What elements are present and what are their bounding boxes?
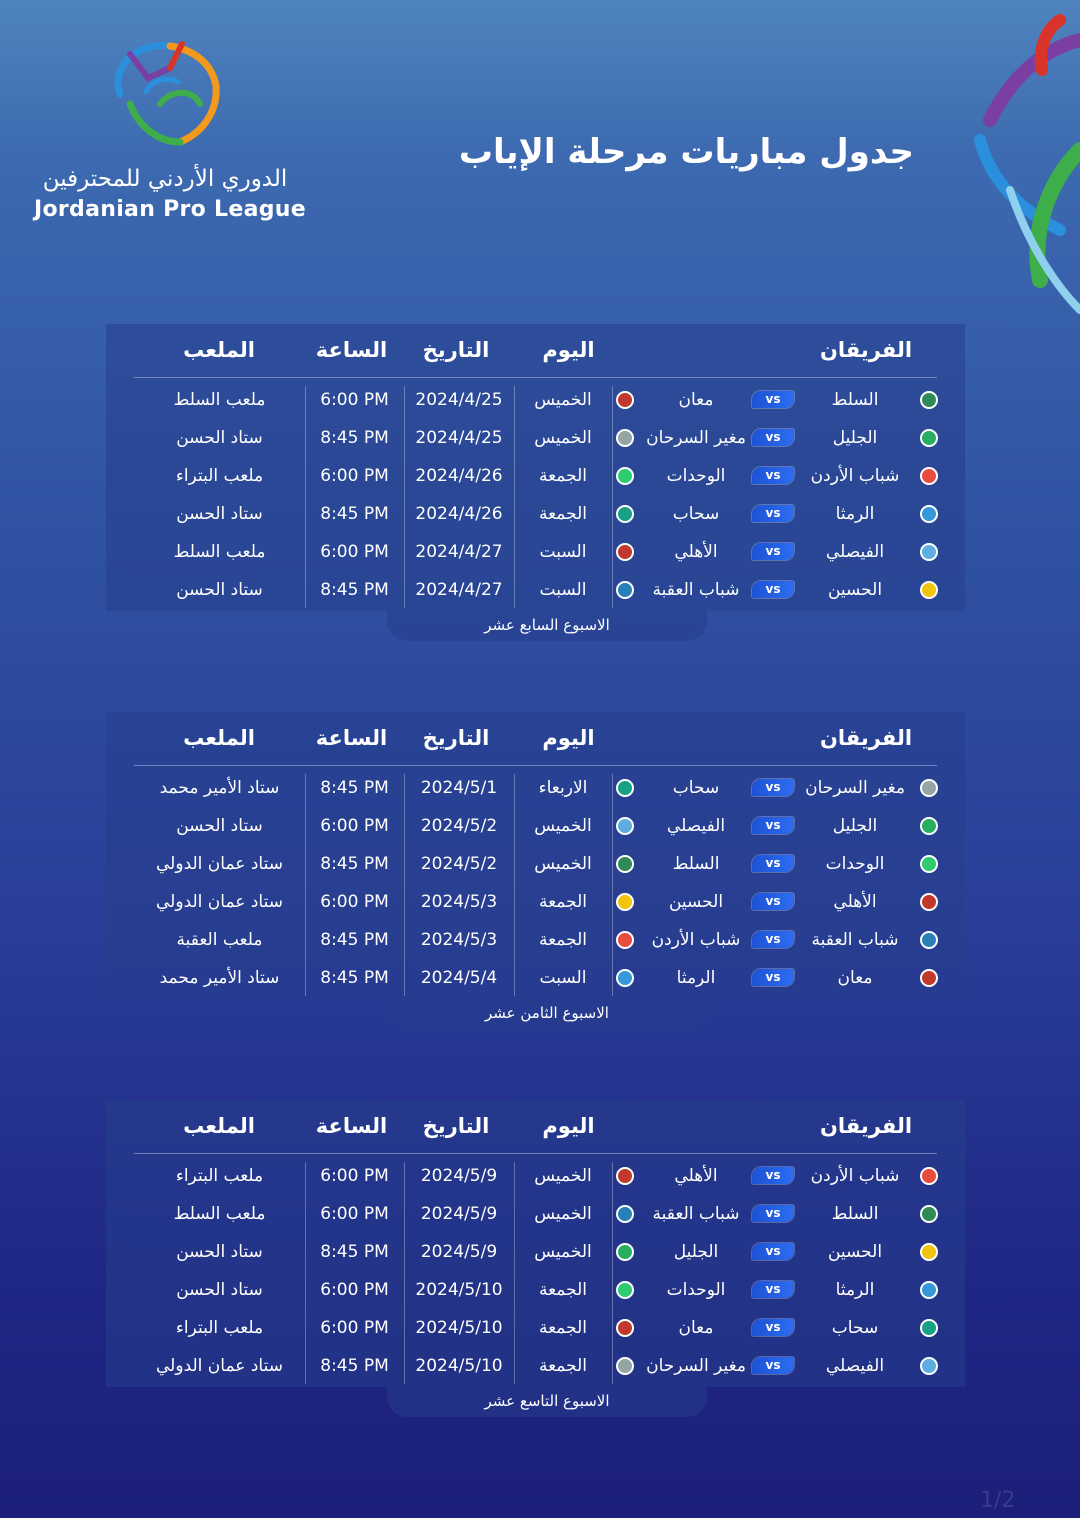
home-team: شباب العقبة [811,930,899,950]
away-team-crest-icon [616,467,634,485]
away-team: شباب العقبة [652,580,740,600]
schedule-panel [106,324,965,611]
vs-badge: vs [752,1243,794,1260]
match-day: السبت [539,580,587,600]
vs-badge: vs [752,1281,794,1298]
header-time: الساعة [315,338,388,362]
home-team-crest-icon [920,817,938,835]
home-team-crest-icon [920,581,938,599]
brand-name-en: Jordanian Pro League [34,197,306,222]
week-label: الاسبوع السابع عشر [387,611,707,641]
match-day: الخميس [534,1242,592,1262]
match-stadium: ستاد الأمير محمد [159,778,280,798]
match-day: الخميس [534,854,592,874]
match-stadium: ملعب العقبة [176,930,263,950]
home-team-crest-icon [920,1357,938,1375]
match-row [106,533,965,571]
match-time: 8:45 PM [320,580,389,600]
header-stadium: الملعب [183,726,255,750]
week-18-table [106,712,965,1022]
match-stadium: ملعب السلط [173,542,266,562]
vs-badge: vs [752,931,794,948]
away-team: سحاب [672,504,720,524]
home-team-crest-icon [920,1319,938,1337]
match-row [106,807,965,845]
match-stadium: ستاد الأمير محمد [159,968,280,988]
match-date: 2024/5/9 [420,1166,498,1186]
home-team-crest-icon [920,779,938,797]
away-team-crest-icon [616,505,634,523]
match-day: الجمعة [538,1280,588,1300]
away-team-crest-icon [616,391,634,409]
match-row [106,845,965,883]
away-team: الأهلي [674,542,718,562]
match-date: 2024/5/1 [420,778,498,798]
brand-name-ar: الدوري الأردني للمحترفين [42,166,288,192]
away-team-crest-icon [616,931,634,949]
page-number: 1/2 [980,1488,1016,1513]
match-time: 6:00 PM [320,542,389,562]
match-time: 6:00 PM [320,466,389,486]
home-team-crest-icon [920,855,938,873]
away-team-crest-icon [616,1319,634,1337]
home-team: شباب الأردن [810,466,900,486]
match-row [106,1271,965,1309]
match-row [106,571,965,609]
header-time: الساعة [315,1114,388,1138]
match-time: 8:45 PM [320,854,389,874]
vs-badge: vs [752,969,794,986]
match-day: الجمعة [538,1318,588,1338]
match-date: 2024/5/3 [420,892,498,912]
schedule-panel [106,1100,965,1387]
match-row [106,921,965,959]
away-team-crest-icon [616,581,634,599]
match-day: السبت [539,542,587,562]
header-day: اليوم [542,1114,595,1138]
away-team-crest-icon [616,893,634,911]
match-stadium: ستاد عمان الدولي [156,854,283,874]
away-team: الوحدات [666,1280,726,1300]
away-team: شباب العقبة [652,1204,740,1224]
home-team: سحاب [831,1318,879,1338]
away-team: الوحدات [666,466,726,486]
away-team: معان [678,390,714,410]
home-team: معان [837,968,873,988]
vs-badge: vs [752,855,794,872]
header-date: التاريخ [422,1114,490,1138]
away-team-crest-icon [616,969,634,987]
match-time: 6:00 PM [320,892,389,912]
match-day: الجمعة [538,504,588,524]
match-date: 2024/5/10 [415,1280,503,1300]
home-team: الجليل [832,816,878,836]
match-time: 6:00 PM [320,1204,389,1224]
league-logo [100,34,230,154]
match-stadium: ستاد الحسن [176,504,263,524]
header-divider [134,377,937,378]
schedule-panel [106,712,965,999]
away-team: الفيصلي [666,816,726,836]
header-teams: الفريقان [819,1114,913,1138]
match-stadium: ستاد عمان الدولي [156,1356,283,1376]
home-team: مغير السرحان [805,778,905,798]
match-time: 8:45 PM [320,428,389,448]
match-day: الاربعاء [538,778,588,798]
match-date: 2024/5/2 [420,816,498,836]
week-label: الاسبوع الثامن عشر [387,999,707,1029]
match-date: 2024/5/10 [415,1356,503,1376]
match-stadium: ملعب السلط [173,1204,266,1224]
away-team: الرمثا [676,968,716,988]
away-team-crest-icon [616,1167,634,1185]
match-row [106,381,965,419]
home-team-crest-icon [920,893,938,911]
vs-badge: vs [752,1205,794,1222]
vs-badge: vs [752,581,794,598]
match-row [106,1309,965,1347]
vs-badge: vs [752,893,794,910]
home-team-crest-icon [920,969,938,987]
week-label: الاسبوع التاسع عشر [387,1387,707,1417]
header-divider [134,765,937,766]
match-row [106,419,965,457]
vs-badge: vs [752,391,794,408]
match-row [106,1233,965,1271]
match-day: الخميس [534,1166,592,1186]
header-date: التاريخ [422,726,490,750]
match-day: السبت [539,968,587,988]
match-stadium: ستاد عمان الدولي [156,892,283,912]
match-date: 2024/5/9 [420,1204,498,1224]
match-date: 2024/4/26 [415,466,503,486]
home-team: السلط [831,1204,879,1224]
home-team-crest-icon [920,931,938,949]
week-19-table [106,1100,965,1410]
match-time: 8:45 PM [320,1356,389,1376]
match-row [106,959,965,997]
match-time: 8:45 PM [320,968,389,988]
away-team: مغير السرحان [646,428,746,448]
vs-badge: vs [752,817,794,834]
match-day: الخميس [534,1204,592,1224]
vs-badge: vs [752,1357,794,1374]
home-team: الجليل [832,428,878,448]
header-teams: الفريقان [819,338,913,362]
match-row [106,1195,965,1233]
away-team: الأهلي [674,1166,718,1186]
match-stadium: ستاد الحسن [176,816,263,836]
away-team-crest-icon [616,779,634,797]
away-team: شباب الأردن [651,930,741,950]
vs-badge: vs [752,1319,794,1336]
match-date: 2024/5/9 [420,1242,498,1262]
header-stadium: الملعب [183,1114,255,1138]
match-day: الجمعة [538,930,588,950]
home-team: الرمثا [835,1280,875,1300]
home-team: شباب الأردن [810,1166,900,1186]
match-stadium: ستاد الحسن [176,1280,263,1300]
match-date: 2024/4/27 [415,580,503,600]
header-divider [134,1153,937,1154]
match-row [106,457,965,495]
away-team-crest-icon [616,817,634,835]
home-team: الفيصلي [825,1356,885,1376]
away-team: السلط [672,854,720,874]
home-team-crest-icon [920,391,938,409]
away-team: الحسين [668,892,724,912]
away-team-crest-icon [616,1243,634,1261]
match-day: الخميس [534,816,592,836]
away-team-crest-icon [616,429,634,447]
home-team: الفيصلي [825,542,885,562]
vs-badge: vs [752,779,794,796]
match-time: 6:00 PM [320,816,389,836]
match-day: الجمعة [538,1356,588,1376]
match-row [106,1157,965,1195]
home-team-crest-icon [920,1205,938,1223]
match-row [106,883,965,921]
vs-badge: vs [752,505,794,522]
home-team: الحسين [827,1242,883,1262]
vs-badge: vs [752,1167,794,1184]
home-team: الوحدات [825,854,885,874]
home-team-crest-icon [920,467,938,485]
match-time: 6:00 PM [320,1280,389,1300]
match-row [106,769,965,807]
home-team-crest-icon [920,505,938,523]
vs-badge: vs [752,543,794,560]
match-date: 2024/5/3 [420,930,498,950]
home-team: السلط [831,390,879,410]
match-stadium: ستاد الحسن [176,1242,263,1262]
match-day: الخميس [534,390,592,410]
away-team: معان [678,1318,714,1338]
header-time: الساعة [315,726,388,750]
away-team-crest-icon [616,1357,634,1375]
home-team-crest-icon [920,1281,938,1299]
decorative-swoosh [950,10,1080,320]
match-time: 8:45 PM [320,930,389,950]
home-team-crest-icon [920,1167,938,1185]
match-stadium: ستاد الحسن [176,580,263,600]
match-time: 6:00 PM [320,1318,389,1338]
match-stadium: ملعب البتراء [175,1318,264,1338]
match-date: 2024/4/27 [415,542,503,562]
match-date: 2024/4/26 [415,504,503,524]
match-time: 8:45 PM [320,504,389,524]
away-team: سحاب [672,778,720,798]
header-stadium: الملعب [183,338,255,362]
match-row [106,495,965,533]
match-stadium: ملعب البتراء [175,1166,264,1186]
match-day: الجمعة [538,892,588,912]
home-team: الرمثا [835,504,875,524]
week-17-table [106,324,965,634]
match-day: الخميس [534,428,592,448]
match-stadium: ملعب السلط [173,390,266,410]
match-time: 6:00 PM [320,390,389,410]
away-team-crest-icon [616,855,634,873]
match-stadium: ملعب البتراء [175,466,264,486]
away-team: الجليل [673,1242,719,1262]
match-day: الجمعة [538,466,588,486]
match-date: 2024/4/25 [415,390,503,410]
match-time: 8:45 PM [320,1242,389,1262]
away-team-crest-icon [616,1205,634,1223]
away-team-crest-icon [616,1281,634,1299]
match-row [106,1347,965,1385]
home-team-crest-icon [920,543,938,561]
match-time: 6:00 PM [320,1166,389,1186]
header-teams: الفريقان [819,726,913,750]
header-day: اليوم [542,338,595,362]
match-date: 2024/4/25 [415,428,503,448]
home-team-crest-icon [920,1243,938,1261]
vs-badge: vs [752,429,794,446]
match-date: 2024/5/4 [420,968,498,988]
vs-badge: vs [752,467,794,484]
match-date: 2024/5/2 [420,854,498,874]
match-date: 2024/5/10 [415,1318,503,1338]
match-stadium: ستاد الحسن [176,428,263,448]
away-team-crest-icon [616,543,634,561]
header-day: اليوم [542,726,595,750]
page-title: جدول مباريات مرحلة الإياب [458,132,914,172]
home-team: الحسين [827,580,883,600]
away-team: مغير السرحان [646,1356,746,1376]
header-date: التاريخ [422,338,490,362]
home-team-crest-icon [920,429,938,447]
home-team: الأهلي [833,892,877,912]
match-time: 8:45 PM [320,778,389,798]
